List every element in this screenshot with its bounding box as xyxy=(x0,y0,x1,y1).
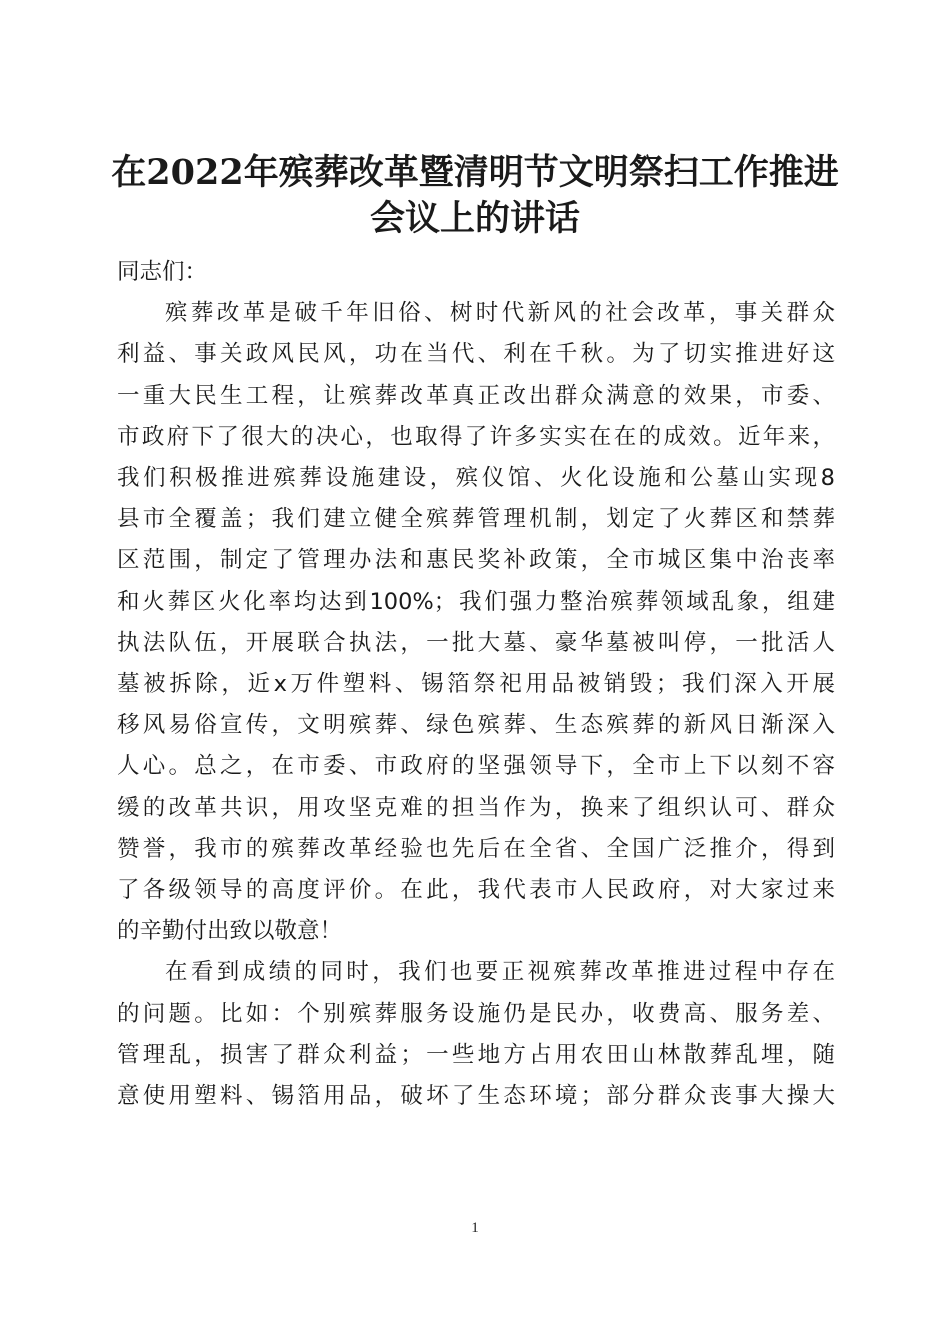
title-line-2: 会议上的讲话 xyxy=(369,198,580,239)
paragraph-line: 区范围，制定了管理办法和惠民奖补政策，全市城区集中治丧率 xyxy=(117,547,835,574)
paragraph-line: 人心。总之，在市委、市政府的坚强领导下，全市上下以刻不容 xyxy=(117,753,835,780)
paragraph-line: 县市全覆盖；我们建立健全殡葬管理机制，划定了火葬区和禁葬 xyxy=(117,506,835,533)
paragraph-line: 缓的改革共识，用攻坚克难的担当作为，换来了组织认可、群众 xyxy=(117,794,835,821)
document-body xyxy=(117,252,835,1117)
paragraph-line: 一重大民生工程，让殡葬改革真正改出群众满意的效果，市委、 xyxy=(117,382,835,409)
paragraph-line: 市政府下了很大的决心，也取得了许多实实在在的成效。近年来， xyxy=(117,423,835,450)
document-title xyxy=(100,150,850,242)
paragraph-line: 和火葬区火化率均达到100%；我们强力整治殡葬领域乱象，组建 xyxy=(117,588,835,615)
title-line-1: 在2022年殡葬改革暨清明节文明祭扫工作推进 xyxy=(111,152,839,193)
page-number: 1 xyxy=(471,1220,479,1236)
paragraph-line: 了各级领导的高度评价。在此，我代表市人民政府，对大家过来 xyxy=(117,877,835,904)
paragraph-line: 赞誉，我市的殡葬改革经验也先后在全省、全国广泛推介，得到 xyxy=(117,835,835,862)
paragraph-line: 的辛勤付出致以敬意！ xyxy=(117,918,343,945)
paragraph-line: 的问题。比如：个别殡葬服务设施仍是民办，收费高、服务差、 xyxy=(117,1000,835,1027)
paragraph-line: 殡葬改革是破千年旧俗、树时代新风的社会改革，事关群众 xyxy=(165,300,835,327)
paragraph-line: 利益、事关政风民风，功在当代、利在千秋。为了切实推进好这 xyxy=(117,341,835,368)
paragraph-line: 在看到成绩的同时，我们也要正视殡葬改革推进过程中存在 xyxy=(165,959,835,986)
paragraph-line: 执法队伍，开展联合执法，一批大墓、豪华墓被叫停，一批活人 xyxy=(117,629,835,656)
paragraph-2 xyxy=(117,952,835,1117)
paragraph-line: 我们积极推进殡葬设施建设，殡仪馆、火化设施和公墓山实现8 xyxy=(117,465,835,492)
salutation: 同志们： xyxy=(117,259,208,285)
paragraph-1 xyxy=(117,293,835,952)
paragraph-line: 管理乱，损害了群众利益；一些地方占用农田山林散葬乱埋，随 xyxy=(117,1041,835,1068)
paragraph-line: 移风易俗宣传，文明殡葬、绿色殡葬、生态殡葬的新风日渐深入 xyxy=(117,712,835,739)
paragraph-line: 墓被拆除，近x万件塑料、锡箔祭祀用品被销毁；我们深入开展 xyxy=(117,671,835,698)
paragraph-line: 意使用塑料、锡箔用品，破坏了生态环境；部分群众丧事大操大 xyxy=(117,1083,835,1110)
